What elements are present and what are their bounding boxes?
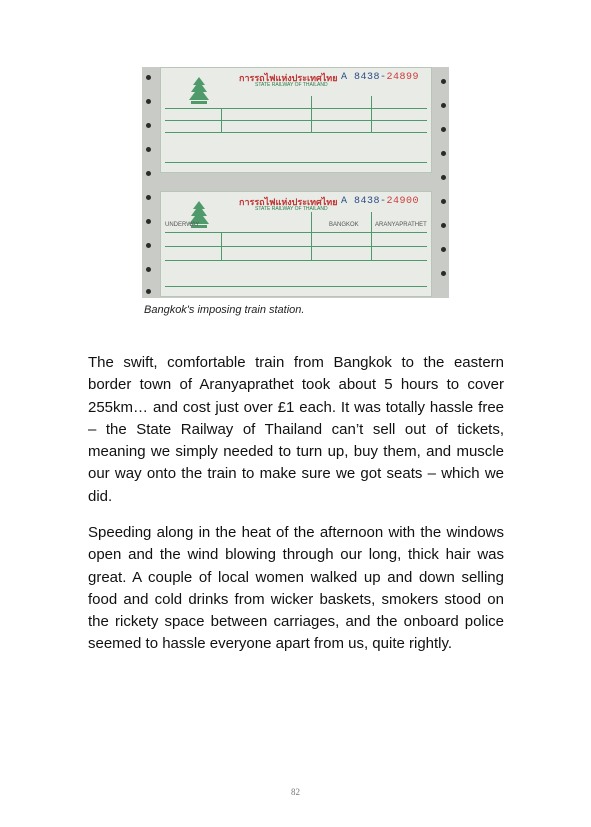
perforation-right bbox=[439, 67, 449, 298]
railway-emblem-icon bbox=[185, 76, 213, 106]
ticket-header-english: STATE RAILWAY OF THAILAND bbox=[255, 206, 328, 212]
ticket-header-thai: การรถไฟแห่งประเทศไทย bbox=[239, 73, 338, 83]
ticket-number: A 8438-24899 bbox=[340, 72, 419, 83]
ticket-field-class: UNDERWAY bbox=[165, 222, 200, 228]
train-ticket-bottom bbox=[160, 191, 432, 297]
figure-caption: Bangkok's imposing train station. bbox=[144, 304, 305, 316]
ticket-field-origin: BANGKOK bbox=[329, 222, 359, 228]
train-ticket-top bbox=[160, 67, 432, 173]
ticket-number: A 8438-24900 bbox=[340, 196, 419, 207]
ticket-header-english: STATE RAILWAY OF THAILAND bbox=[255, 82, 328, 88]
body-paragraph: The swift, comfortable train from Bangkok to the eastern border town of Aranyaprathet took about 5 hours to cover 255km… and cost just over £1 each. It was totally hassle free – the State Railway of Thailand can’t sell out of tickets, meaning we simply needed to turn up, buy them, and muscle our way onto the train to make sure we got seats – which we did. bbox=[88, 354, 504, 505]
perforation-left bbox=[144, 67, 154, 298]
ticket-header-thai: การรถไฟแห่งประเทศไทย bbox=[239, 197, 338, 207]
page-number: 82 bbox=[291, 787, 300, 797]
body-paragraph: Speeding along in the heat of the afternoon with the windows open and the wind blowing through our long, thick hair was great. A couple of local women walked up and down selling food and cold drinks from wicker baskets, smokers stood on the rickety space between carriages, and the onboard police seemed to hassle everyone apart from us, quite rightly. bbox=[88, 524, 504, 653]
ticket-field-destination: ARANYAPRATHET bbox=[375, 222, 427, 228]
train-tickets-photo bbox=[142, 67, 449, 298]
